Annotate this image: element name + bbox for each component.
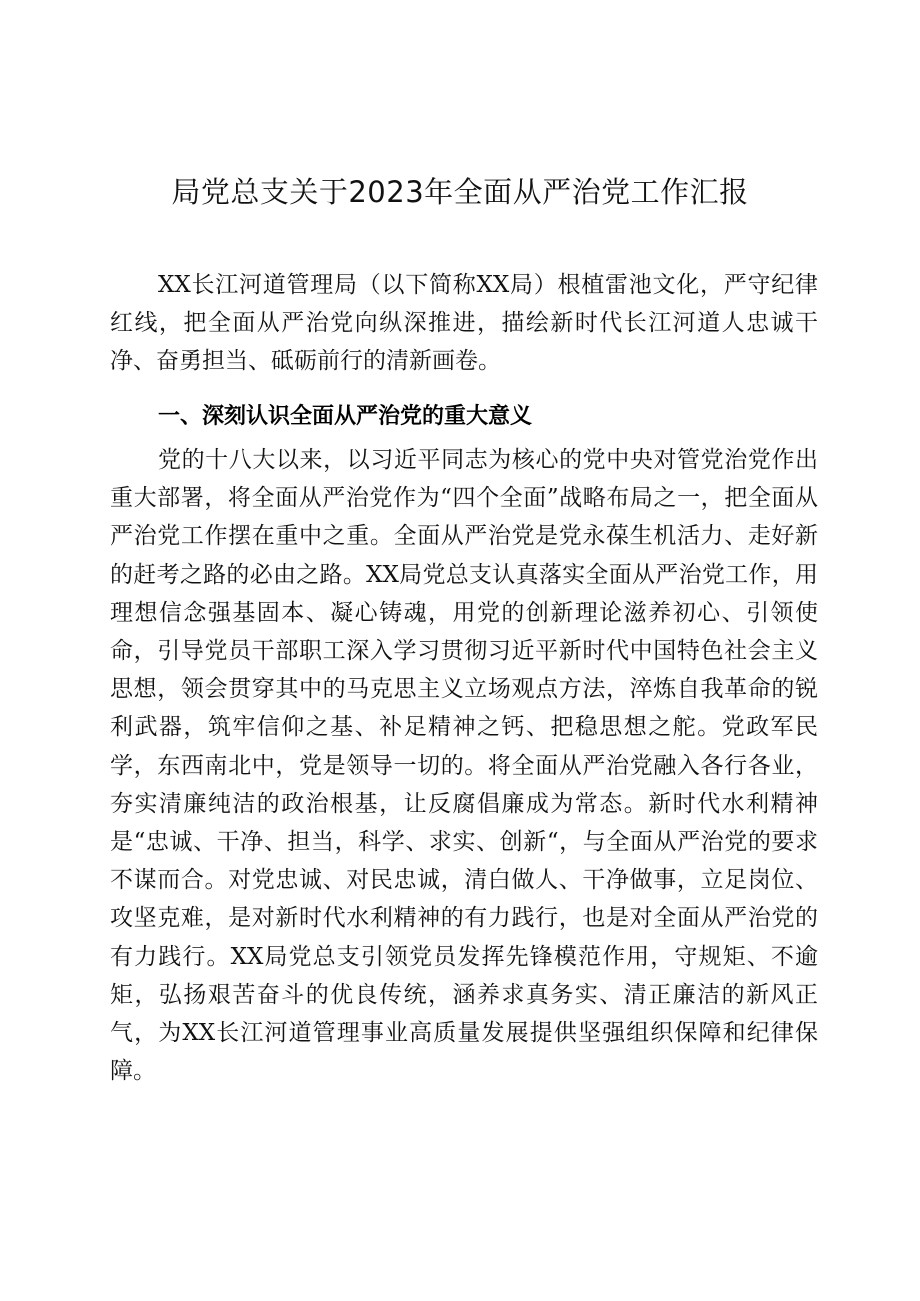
section-paragraph: 党的十八大以来，以习近平同志为核心的党中央对管党治党作出重大部署，将全面从严治党作为“四个全面”战略布局之一，把全面从严治党工作摆在重中之重。全面从严治党是党永葆生机活力、走好新的赶考之路的必由之路。XX局党总支认真落实全面从严治党工作，用理想信念强基固本、凝心铸魂，用党的创新理论滋养初心、引领使命，引导党员干部职工深入学习贯彻习近平新时代中国特色社会主义思想，领会贯穿其中的马克思主义立场观点方法，淬炼自我革命的锐利武器，筑牢信仰之基、补足精神之钙、把稳思想之舵。党政军民学，东西南北中，党是领导一切的。将全面从严治党融入各行各业，夯实清廉纯洁的政治根基，让反腐倡廉成为常态。新时代水利精神是“忠诚、干净、担当，科学、求实、创新“，与全面从严治党的要求不谋而合。对党忠诚、对民忠诚，清白做人、干净做事，立足岗位、攻坚克难，是对新时代水利精神的有力践行，也是对全面从严治党的有力践行。XX局党总支引领党员发挥先锋模范作用，守规矩、不逾矩，弘扬艰苦奋斗的优良传统，涵养求真务实、清正廉洁的新风正气，为XX长江河道管理事业高质量发展提供坚强组织保障和纪律保障。 bbox=[110, 447, 818, 1085]
section-heading: 一、深刻认识全面从严治党的重大意义 bbox=[158, 404, 533, 429]
document-title: 局党总支关于2023年全面从严治党工作汇报 bbox=[171, 175, 749, 209]
intro-paragraph: XX长江河道管理局（以下简称XX局）根植雷池文化，严守纪律红线，把全面从严治党向纵深推进，描绘新时代长江河道人忠诚干净、奋勇担当、砥砺前行的清新画卷。 bbox=[110, 272, 818, 375]
